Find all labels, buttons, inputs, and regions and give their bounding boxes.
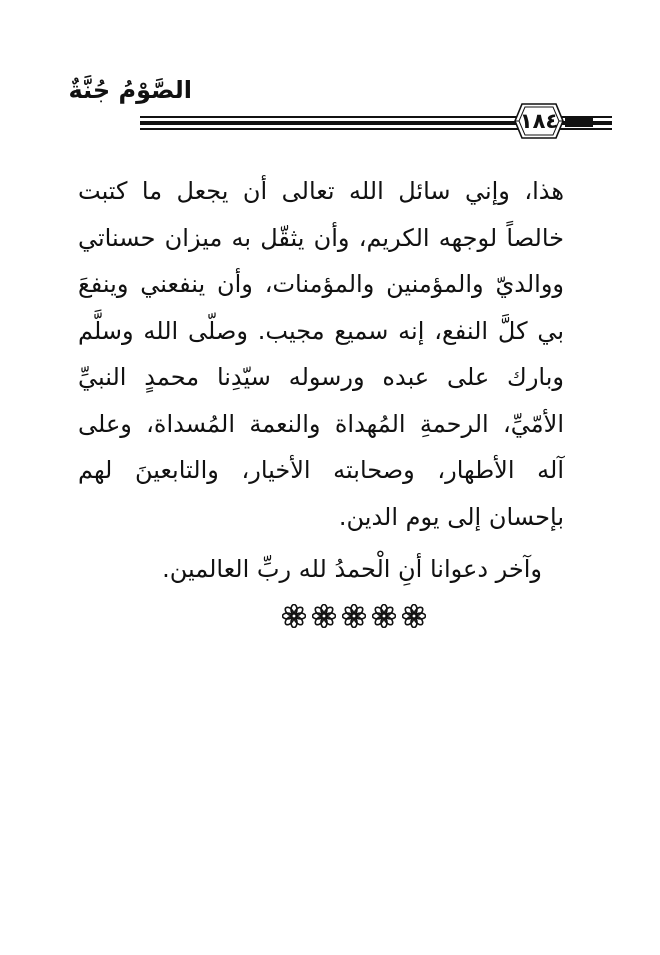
page-number-frame bbox=[514, 103, 564, 139]
closing-line: وآخر دعوانا أنِ الْحمدُ لله ربِّ العالمين. bbox=[162, 555, 542, 583]
running-title: الصَّوْمُ جُنَّةٌ bbox=[68, 76, 192, 104]
page-number: ١٨٤ bbox=[519, 109, 559, 133]
header-rule bbox=[565, 118, 593, 121]
flower-icon bbox=[342, 604, 366, 628]
ornament-divider bbox=[282, 604, 426, 628]
flower-icon bbox=[402, 604, 426, 628]
flower-icon bbox=[282, 604, 306, 628]
main-text bbox=[78, 168, 564, 593]
flower-icon bbox=[372, 604, 396, 628]
header-rule bbox=[565, 124, 593, 127]
paragraph: هذا، وإني سائل الله تعالى أن يجعل ما كتبت خالصاً لوجهه الكريم، وأن يثقّل به ميزان حسناتي ووالديّ والمؤمنين والمؤمنات، وأن ينفعني وينفعَ بي كلَّ النفع، إنه سميع مجيب. وصلّى الله وسلَّم وبارك على عبده ورسوله سيّدِنا محمدٍ النبيِّ الأمّيِّ، الرحمةِ المُهداة والنعمة المُسداة، وعلى آله الأطهار، وصحابته الأخيار، والتابعينَ لهم بإحسان إلى يوم الدين. bbox=[78, 177, 564, 531]
flower-icon bbox=[312, 604, 336, 628]
